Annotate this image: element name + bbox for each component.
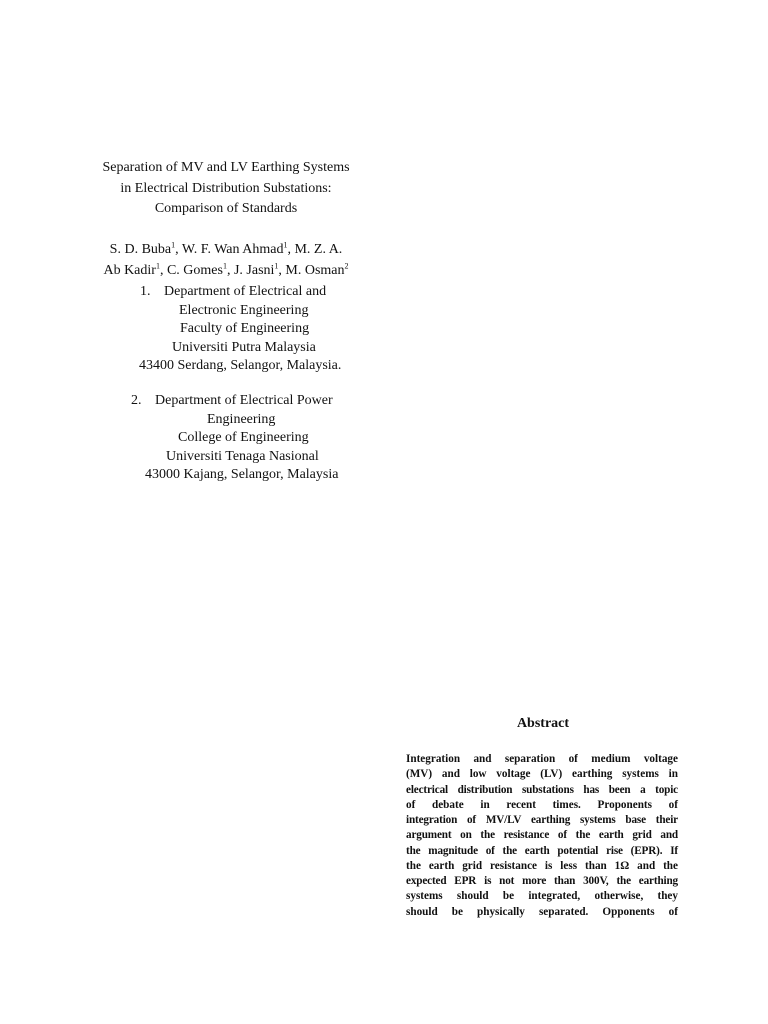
affiliation-line: Universiti Putra Malaysia [172,339,316,355]
author-affiliation-mark: 1 [283,240,288,250]
abstract-line: the magnitude of the earth potential rise (EPR). If [406,844,678,857]
affiliation-line: College of Engineering [178,430,309,446]
author-name: , M. Osman [278,262,345,278]
abstract-line: the earth grid resistance is less than 1Ω and the [406,859,678,872]
author-affiliation-mark: 2 [344,260,349,270]
author-list [76,240,376,281]
abstract-line: argument on the resistance of the earth grid and [406,829,678,842]
author-name: , J. Jasni [226,262,275,278]
author-affiliation-mark: 1 [274,260,279,270]
abstract-line: expected EPR is not more than 300V, the earthing [406,875,678,887]
abstract-body [406,752,678,920]
affiliation-line: 43000 Kajang, Selangor, Malaysia [145,467,339,483]
affiliation-line: Department of Electrical and [164,284,327,299]
author-name: , C. Gomes [159,262,223,278]
author-line [76,261,376,282]
author-name: Ab Kadir [103,262,156,278]
affiliation-line: 43400 Serdang, Selangor, Malaysia. [139,358,342,374]
author-name: , W. F. Wan Ahmad [175,242,284,257]
title-line: Comparison of Standards [154,201,298,216]
affiliation-number: 1. [140,284,151,299]
affiliation-line: Faculty of Engineering [180,321,310,337]
title-line: in Electrical Distribution Substations: [120,180,332,196]
author-affiliation-mark: 1 [155,260,160,270]
affiliation-line: Engineering [207,411,276,427]
affiliation-line: Electronic Engineering [179,302,309,318]
author-line [76,240,376,261]
affiliation-number: 2. [131,393,142,408]
abstract-line: electrical distribution substations has been a topic [406,783,678,796]
abstract-line: systems should be integrated, otherwise, they [406,890,678,903]
abstract-line: (MV) and low voltage (LV) earthing systems in [406,768,678,781]
author-affiliation-mark: 1 [171,240,176,250]
abstract-line: should be physically separated. Opponents of [406,905,678,918]
abstract-heading: Abstract [516,716,570,731]
affiliation-1 [100,283,400,376]
affiliation-line: Universiti Tenaga Nasional [166,448,319,464]
affiliation-line: Department of Electrical Power [155,393,333,408]
author-affiliation-mark: 1 [222,260,227,270]
paper-title [76,158,376,220]
title-line: Separation of MV and LV Earthing Systems [102,160,350,175]
author-name: , M. Z. A. [287,242,343,257]
abstract-line: integration of MV/LV earthing systems base their [406,814,678,826]
affiliation-2 [100,392,400,485]
abstract-line: Integration and separation of medium voltage [406,753,678,765]
abstract-line: of debate in recent times. Proponents of [406,798,678,811]
author-name: S. D. Buba [109,242,172,257]
